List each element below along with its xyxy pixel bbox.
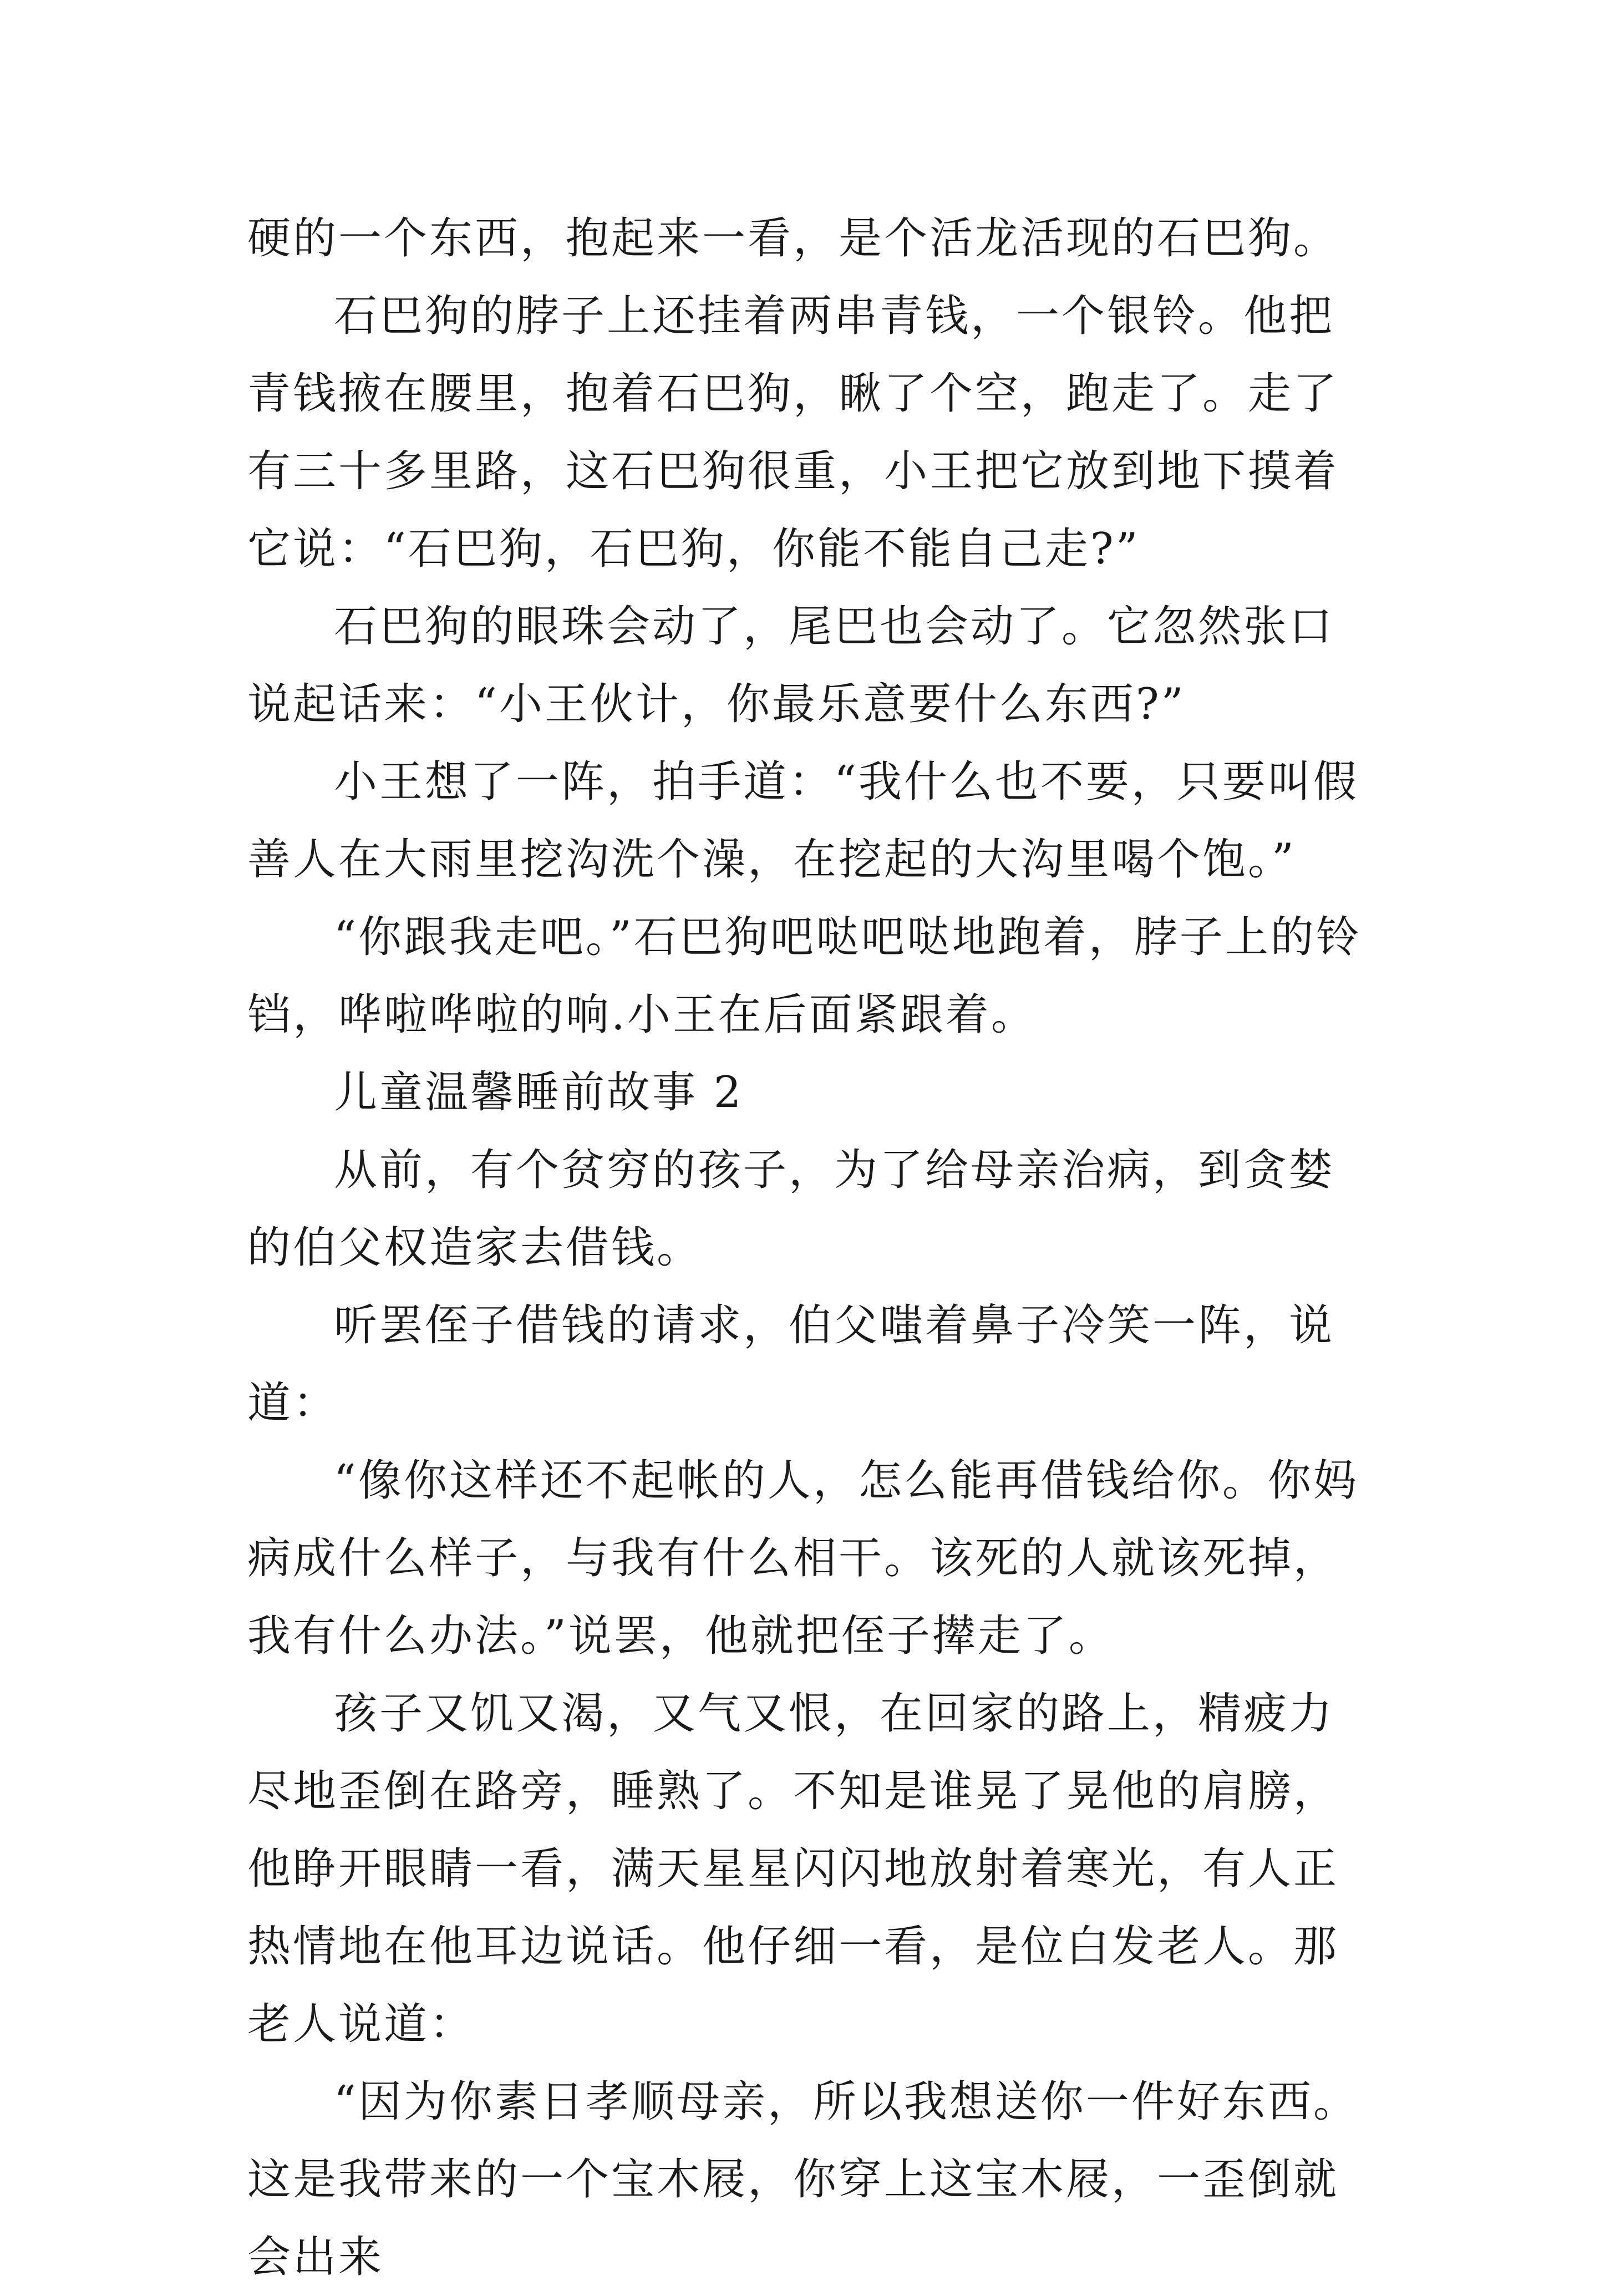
- paragraph-2: 石巴狗的脖子上还挂着两串青钱，一个银铃。他把青钱掖在腰里，抱着石巴狗，瞅了个空，跑走了。走了有三十多里路，这石巴狗很重，小王把它放到地下摸着它说：“石巴狗，石巴狗，你能不能自己走?”: [247, 291, 1339, 574]
- paragraph-10: 孩子又饥又渴，又气又恨，在回家的路上，精疲力尽地歪倒在路旁，睡熟了。不知是谁晃了晃他的肩膀，他睁开眼睛一看，满天星星闪闪地放射着寒光，有人正热情地在他耳边说话。他仔细一看，是位白发老人。那老人说道：: [247, 1689, 1339, 2049]
- paragraph-9: “像你这样还不起帐的人，怎么能再借钱给你。你妈病成什么样子，与我有什么相干。该死的人就该死掉，我有什么办法。”说罢，他就把侄子撵走了。: [247, 1456, 1359, 1661]
- document-body: [247, 200, 1373, 2296]
- paragraph-4: 小王想了一阵，拍手道：“我什么也不要，只要叫假善人在大雨里挖沟洗个澡，在挖起的大沟里喝个饱。”: [247, 757, 1359, 885]
- paragraph-7: 从前，有个贫穷的孩子，为了给母亲治病，到贪婪的伯父权造家去借钱。: [247, 1145, 1335, 1273]
- paragraph-8: 听罢侄子借钱的请求，伯父嗤着鼻子冷笑一阵，说道：: [247, 1301, 1335, 1428]
- paragraph-11: “因为你素日孝顺母亲，所以我想送你一件好东西。这是我带来的一个宝木屐，你穿上这宝木屐，一歪倒就会出来: [247, 2077, 1359, 2282]
- section-heading: 儿童温馨睡前故事 2: [334, 1068, 744, 1117]
- paragraph-5: “你跟我走吧。”石巴狗吧哒吧哒地跑着，脖子上的铃铛，哗啦哗啦的响.小王在后面紧跟着。: [247, 912, 1362, 1040]
- paragraph-1: 硬的一个东西，抱起来一看，是个活龙活现的石巴狗。: [247, 214, 1339, 263]
- paragraph-3: 石巴狗的眼珠会动了，尾巴也会动了。它忽然张口说起话来：“小王伙计，你最乐意要什么东西?”: [247, 602, 1335, 729]
